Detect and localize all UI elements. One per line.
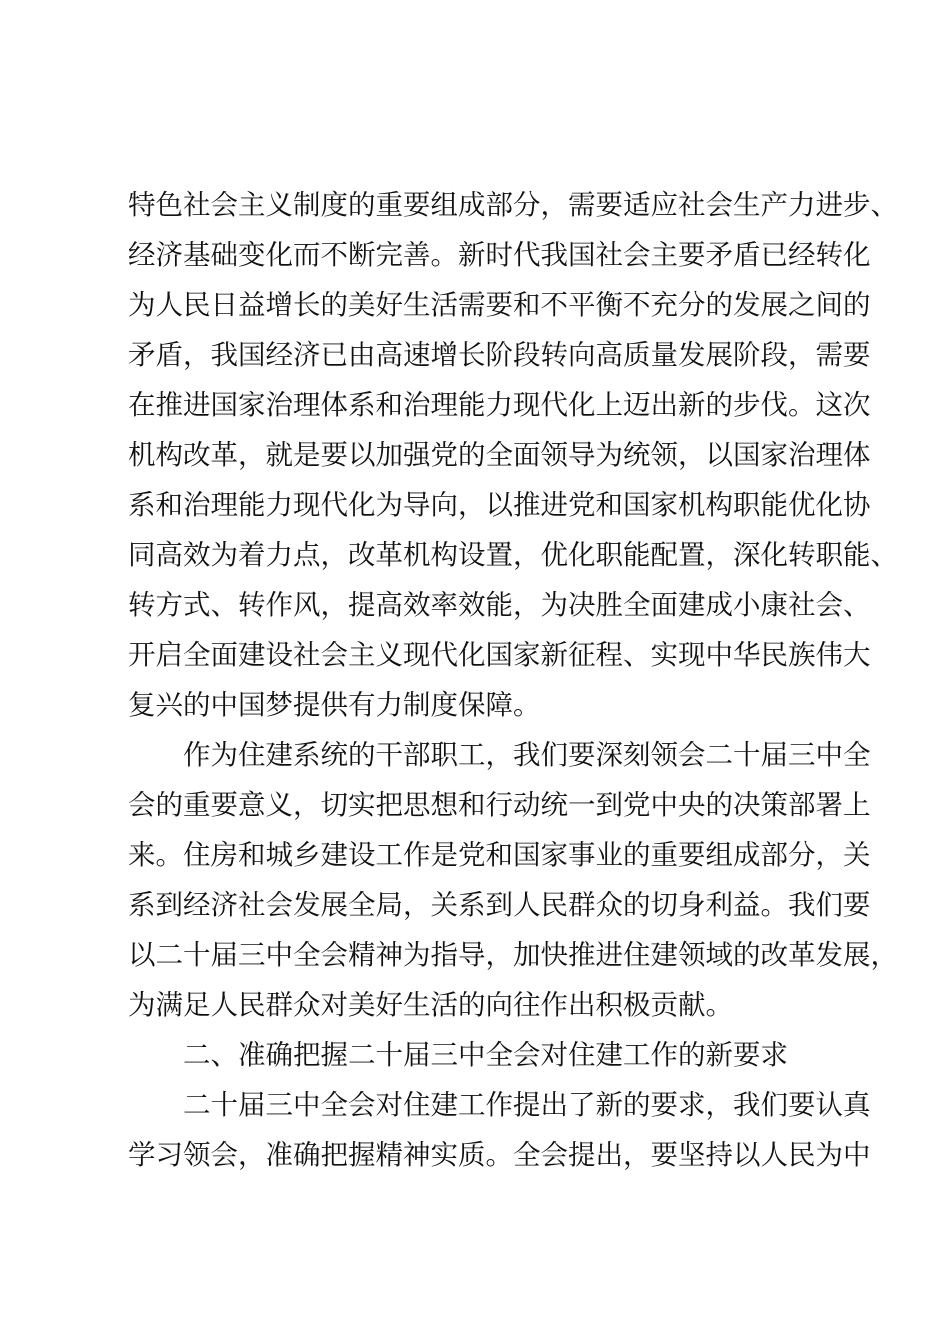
paragraph-1-line-6: 机构改革，就是要以加强党的全面领导为统领，以国家治理体 — [128, 439, 871, 471]
paragraph-2-line-4: 系到经济社会发展全局，关系到人民群众的切身利益。我们要 — [128, 889, 871, 921]
document-body — [128, 180, 898, 1180]
paragraph-1-line-1: 特色社会主义制度的重要组成部分，需要适应社会生产力进步、 — [128, 189, 898, 221]
paragraph-1-line-11: 复兴的中国梦提供有力制度保障。 — [128, 689, 541, 721]
paragraph-2-line-5: 以二十届三中全会精神为指导，加快推进住建领域的改革发展， — [128, 939, 898, 971]
paragraph-2-line-6: 为满足人民群众对美好生活的向往作出积极贡献。 — [128, 989, 733, 1021]
paragraph-1-line-2: 经济基础变化而不断完善。新时代我国社会主要矛盾已经转化 — [128, 239, 871, 271]
section-heading: 二、准确把握二十届三中全会对住建工作的新要求 — [183, 1039, 788, 1071]
paragraph-1-line-10: 开启全面建设社会主义现代化国家新征程、实现中华民族伟大 — [128, 639, 871, 671]
paragraph-2-line-2: 会的重要意义，切实把思想和行动统一到党中央的决策部署上 — [128, 789, 871, 821]
paragraph-1-line-3: 为人民日益增长的美好生活需要和不平衡不充分的发展之间的 — [128, 289, 871, 321]
paragraph-2-line-3: 来。住房和城乡建设工作是党和国家事业的重要组成部分，关 — [128, 839, 871, 871]
paragraph-4-line-1: 二十届三中全会对住建工作提出了新的要求，我们要认真 — [183, 1089, 871, 1121]
paragraph-4-line-2: 学习领会，准确把握精神实质。全会提出，要坚持以人民为中 — [128, 1139, 871, 1171]
paragraph-1-line-7: 系和治理能力现代化为导向，以推进党和国家机构职能优化协 — [128, 489, 871, 521]
paragraph-1-line-9: 转方式、转作风，提高效率效能，为决胜全面建成小康社会、 — [128, 589, 871, 621]
paragraph-1-line-5: 在推进国家治理体系和治理能力现代化上迈出新的步伐。这次 — [128, 389, 871, 421]
paragraph-1-line-4: 矛盾，我国经济已由高速增长阶段转向高质量发展阶段，需要 — [128, 339, 871, 371]
paragraph-2-line-1: 作为住建系统的干部职工，我们要深刻领会二十届三中全 — [183, 739, 871, 771]
paragraph-1-line-8: 同高效为着力点，改革机构设置，优化职能配置，深化转职能、 — [128, 539, 898, 571]
